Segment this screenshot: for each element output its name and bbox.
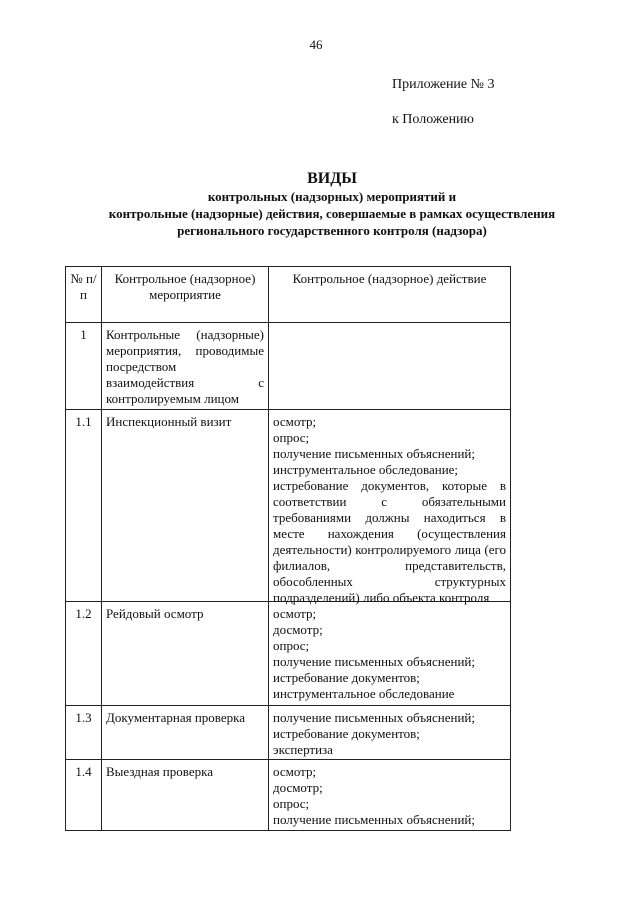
action-item: опрос; [273, 796, 310, 811]
action-item: досмотр; [273, 622, 323, 637]
row-event: Документарная проверка [102, 706, 269, 759]
action-item: опрос; [273, 430, 310, 445]
row-number: 1 [66, 323, 102, 409]
appendix-number: Приложение № 3 [392, 77, 495, 92]
action-item: истребование документов, которые в соответствии с обязательными требованиями должны находиться в месте нахождения (осуществления деятельности) контролируемого лица (его филиалов, представительств, обособленных структурных подразделений) либо объекта контроля [273, 478, 506, 605]
table-row [66, 759, 510, 830]
row-actions [269, 323, 510, 409]
row-number: 1.4 [66, 760, 102, 830]
action-item: осмотр; [273, 764, 317, 779]
action-item: истребование документов; [273, 726, 420, 741]
row-actions [269, 410, 510, 605]
title-subtitle-line-1: контрольных (надзорных) мероприятий и [207, 189, 457, 204]
action-item: досмотр; [273, 780, 323, 795]
table-row [66, 322, 510, 409]
action-item: получение письменных объяснений; [273, 446, 475, 461]
row-number: 1.1 [66, 410, 102, 601]
action-item: истребование документов; [273, 670, 420, 685]
row-actions [269, 760, 510, 830]
row-number: 1.3 [66, 706, 102, 759]
action-item: инструментальное обследование [273, 686, 455, 701]
action-item: экспертиза [273, 742, 333, 757]
row-number: 1.2 [66, 602, 102, 705]
table-row [66, 409, 510, 605]
table-row [66, 705, 510, 759]
action-item: получение письменных объяснений; [273, 654, 475, 669]
action-item: осмотр; [273, 606, 317, 621]
title-subtitle-line-3: регионального государственного контроля (надзора) [177, 223, 487, 238]
action-item: получение письменных объяснений; [273, 812, 475, 827]
header-action: Контрольное (надзорное) действие [292, 271, 487, 286]
title-subtitle-line-2: контрольные (надзорные) действия, совершаемые в рамках осуществления [108, 206, 556, 221]
table-row [66, 601, 510, 705]
row-actions [269, 706, 510, 759]
control-measures-table [65, 266, 511, 831]
action-item: осмотр; [273, 414, 317, 429]
row-event: Контрольные (надзорные) мероприятия, проводимые посредством взаимодействия с контролируемым лицом [102, 323, 269, 409]
row-event: Инспекционный визит [102, 410, 269, 601]
row-event: Рейдовый осмотр [102, 602, 269, 705]
action-item: инструментальное обследование; [273, 462, 459, 477]
action-item: получение письменных объяснений; [273, 710, 475, 725]
table-header-row [66, 267, 510, 322]
title-main: ВИДЫ [307, 170, 357, 187]
row-event: Выездная проверка [102, 760, 269, 830]
document-title [40, 170, 624, 239]
header-number: № п/п [66, 267, 102, 322]
page-number: 46 [309, 37, 323, 52]
header-event: Контрольное (надзорное) мероприятие [102, 267, 269, 322]
appendix-reference: к Положению [392, 112, 475, 127]
action-item: опрос; [273, 638, 310, 653]
row-actions [269, 602, 510, 705]
